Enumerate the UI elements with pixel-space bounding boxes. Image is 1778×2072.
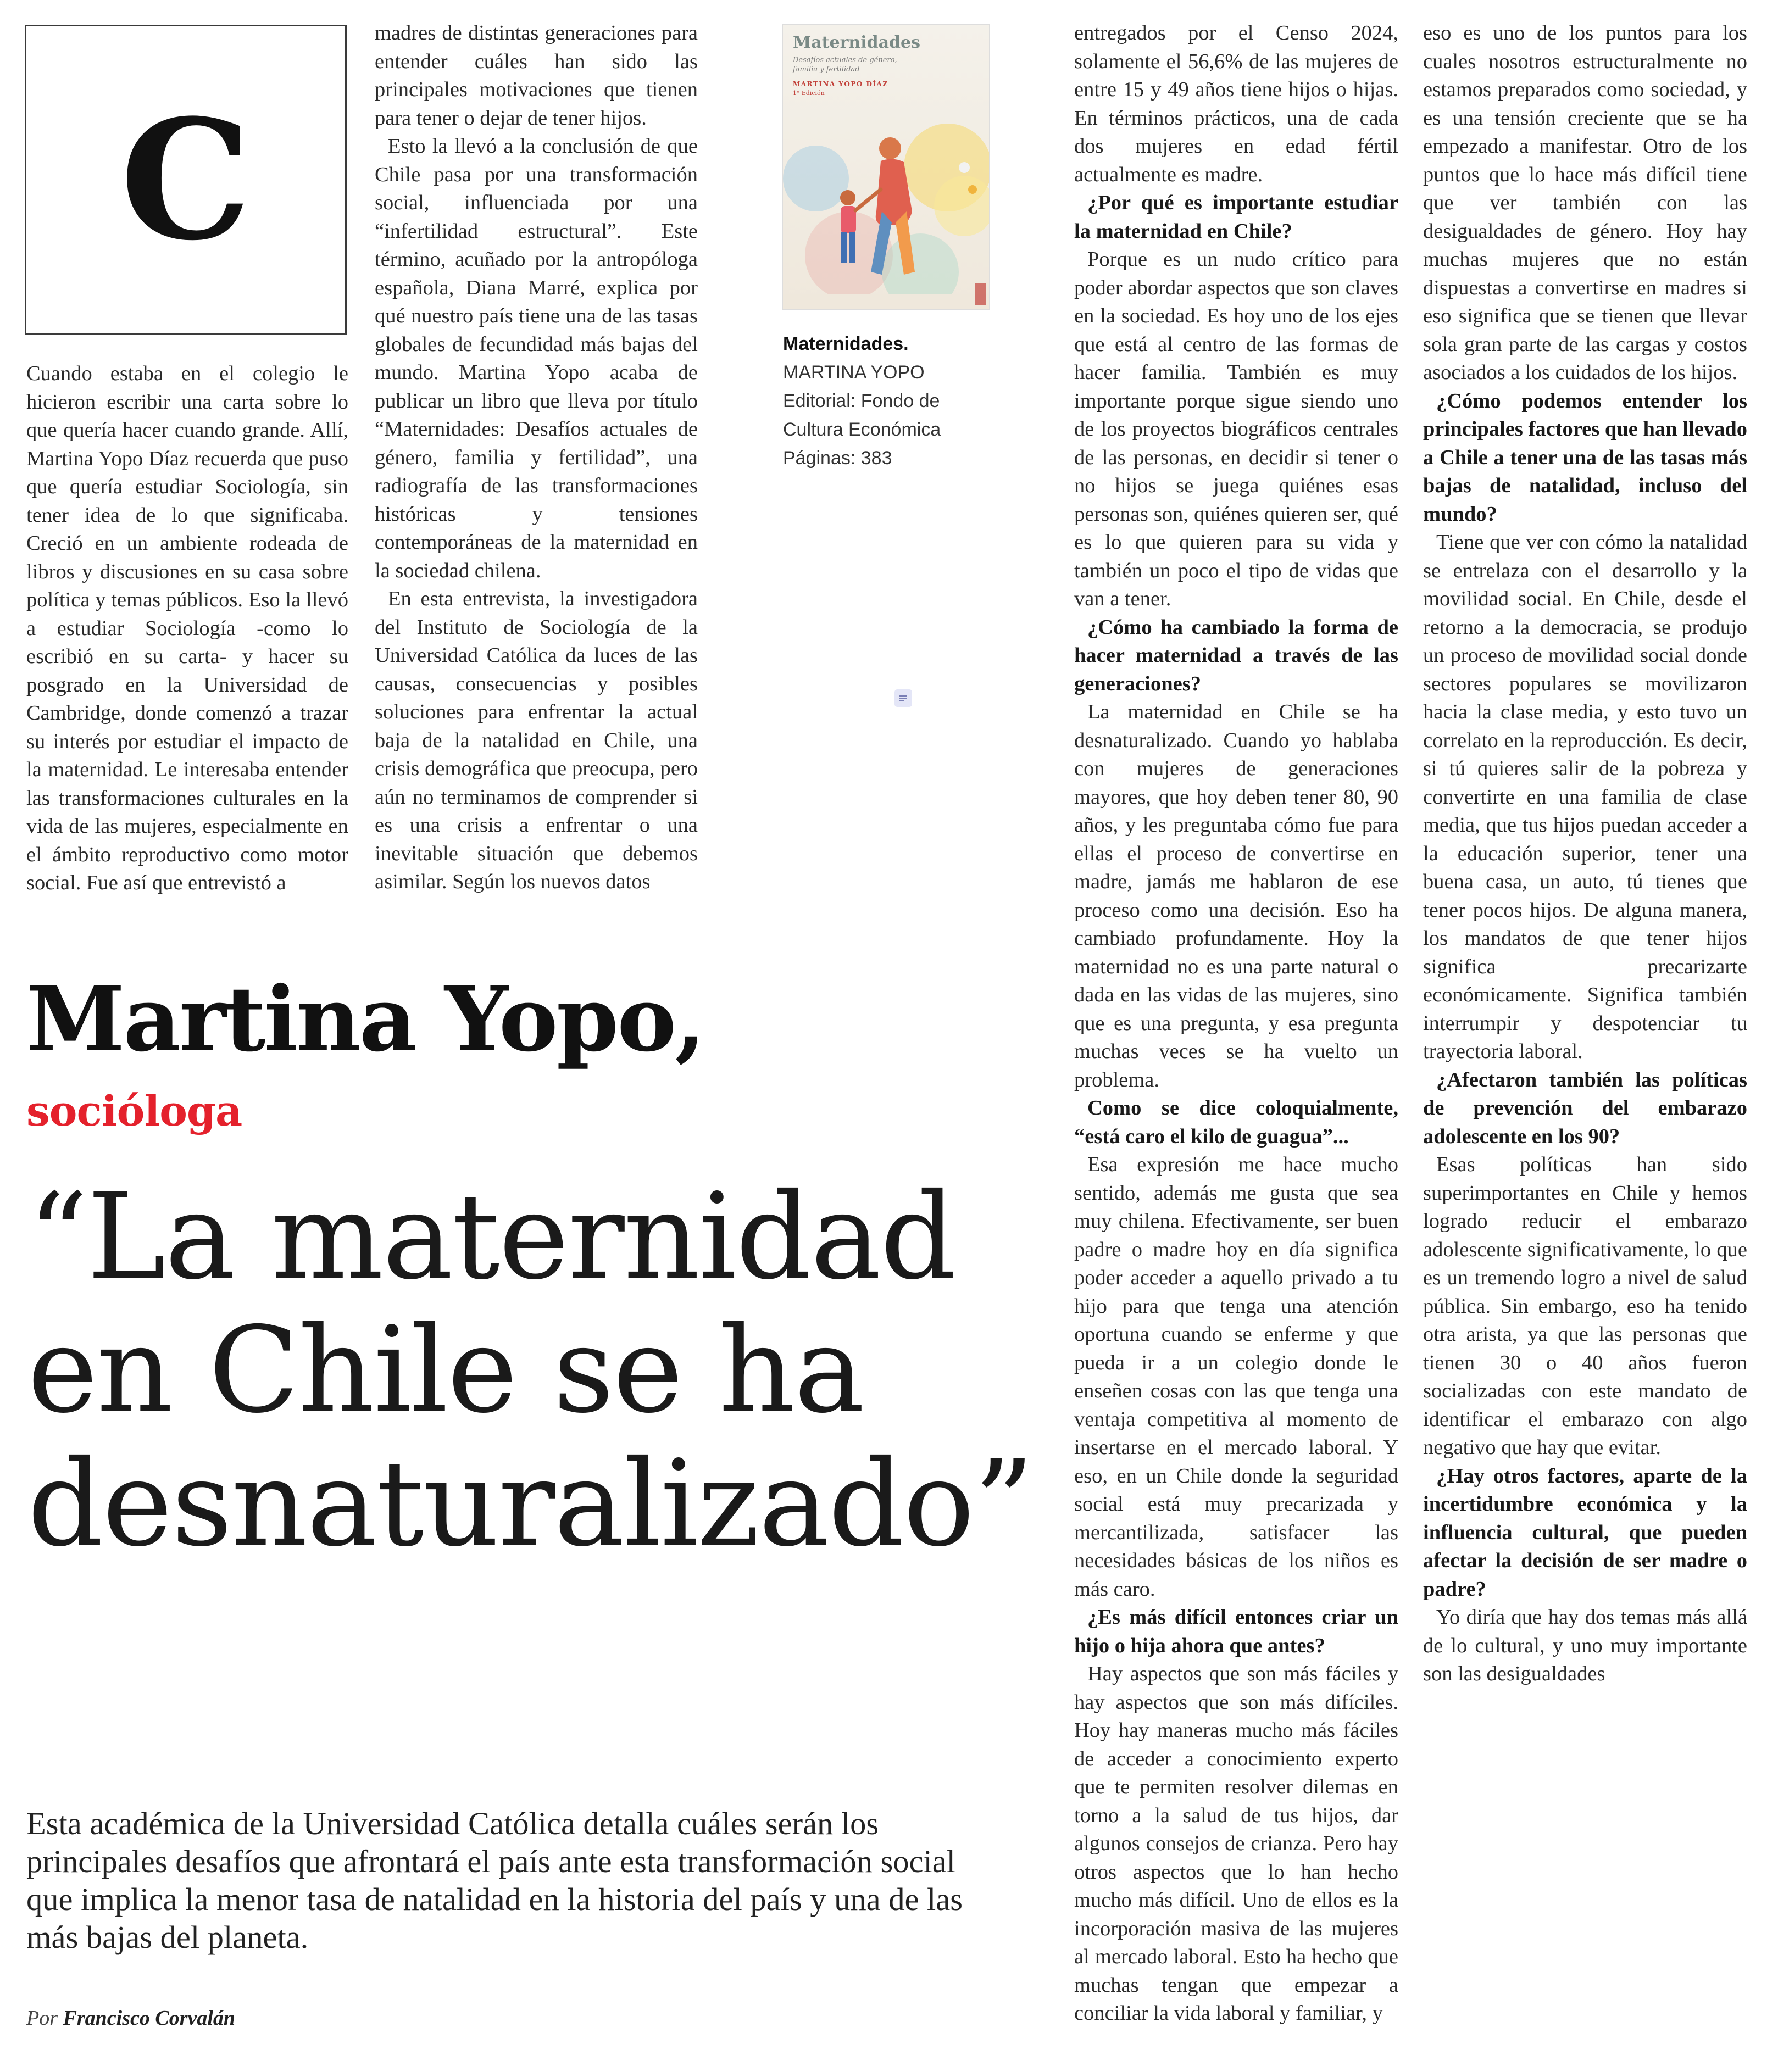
intro-paragraph-3: En esta entrevista, la investigadora del Instituto de Sociología de la Universidad Católica da luces de las causas, consecuencias y posibles soluciones para enfrentar la actual baja de la natalidad en Chile, una crisis demográfica que preocupa, pero aún no terminamos de comprender si es una crisis a enfrentar o una inevitable situación que debemos asimilar. Según los nuevos datos [375, 587, 698, 893]
article-column-3 [1074, 19, 1398, 2052]
note-lines-icon [894, 689, 912, 707]
headline-quote [27, 1168, 1034, 1573]
book-publisher: Editorial: Fondo de Cultura Económica [783, 391, 941, 440]
question-2: ¿Cómo ha cambiado la forma de hacer maternidad a través de las generaciones? [1074, 615, 1398, 695]
answer-6: Esas políticas han sido superimportantes en Chile y hemos logrado reducir el embarazo adolescente significativamente, lo que es un tremendo logro a nivel de salud pública. Sin embargo, eso ha tenido otra arista, ya que las personas que tienen 30 o 40 años fueron socializadas con este mandato de identificar el embarazo con algo negativo que hay que evitar. [1423, 1153, 1747, 1459]
answer-7: Yo diría que hay dos temas más allá de lo cultural, y uno muy importante son las desigualdades [1423, 1606, 1747, 1685]
byline-author: Francisco Corvalán [63, 2007, 236, 2030]
headline-line-1: “La maternidad [27, 1168, 955, 1306]
intro-paragraph-1: Cuando estaba en el colegio le hicieron escribir una carta sobre lo que quería hacer cuando grande. Allí, Martina Yopo Díaz recuerda que puso que quería estudiar Sociología, sin tener idea de lo que significaba. Creció en un ambiente rodeada de libros y discusiones en su casa sobre política y temas públicos. Eso la llevó a estudiar Sociología -como lo escribió en su carta- y hacer su posgrado en la Universidad de Cambridge, donde comenzó a trazar su interés por estudiar el impacto de la maternidad. Le interesaba entender las transformaciones culturales en la vida de las mujeres, especialmente en el ámbito reproductivo como motor social. Fue así que entrevistó a [26, 362, 348, 894]
intro-paragraph-3-continued: entregados por el Censo 2024, solamente el 56,6% de las mujeres de entre 15 y 49 años tiene hijos o hijas. En términos prácticos, una de cada dos mujeres en edad fértil actualmente es madre. [1074, 21, 1398, 186]
dek-summary: Esta académica de la Universidad Católica detalla cuáles serán los principales desafíos que afrontará el país ante esta transformación social que implica la menor tasa de natalidad en la historia del país y una de las más bajas del planeta. [26, 1806, 963, 1955]
note-icon[interactable] [894, 689, 912, 707]
answer-4-continued: eso es uno de los puntos para los cuales nosotros estructuralmente no estamos preparados como sociedad, y es una tensión creciente que se ha empezado a manifestar. Otro de los puntos que lo hace más difícil tiene que ver también con las desigualdades de género. Hoy hay muchas mujeres que no están dispuestas a convertirse en madres si eso significa que se tienen que llevar sola gran parte de las cargas y costos asociados a los cuidados de los hijos. [1423, 21, 1747, 384]
dropcap-box [25, 25, 347, 335]
byline-prefix: Por [26, 2007, 58, 2030]
column-4-flow [1423, 19, 1747, 1689]
answer-3: Esa expresión me hace mucho sentido, además me gusta que sea muy chilena. Efectivamente, ser buen padre o madre hoy en día significa poder acceder a aquello privado a tu hijo para que tenga una atención oportuna cuando se enferme y que pueda ir a un colegio donde le enseñen cosas con las que tenga una ventaja competitiva al momento de insertarse en el mercado laboral. Y eso, en un Chile donde la seguridad social está muy precarizada y mercantilizada, satisfacer las necesidades básicas de los niños es más caro. [1074, 1153, 1398, 1601]
article-column-2 [375, 19, 698, 901]
intro-paragraph-2: Esto la llevó a la conclusión de que Chile pasa por una transformación social, influenciada por una “infertilidad estructural”. Este término, acuñado por la antropóloga española, Diana Marré, explica por qué nuestro país tiene una de las tasas globales de fecundidad más bajas del mundo. Martina Yopo acaba de publicar un libro que lleva por título “Maternidades: Desafíos actuales de género, familia y fertilidad”, una radiografía de las transformaciones históricas y tensiones contemporáneas de la maternidad en la sociedad chilena. [375, 135, 698, 582]
question-7: ¿Hay otros factores, aparte de la incertidumbre económica y la influencia cultural, que pueden afectar la decisión de ser madre o padre? [1423, 1464, 1747, 1601]
column-3-flow [1074, 19, 1398, 2028]
subject-name: Martina Yopo, [26, 967, 704, 1072]
cover-subtitle-2: familia y fertilidad [793, 65, 860, 74]
intro-paragraph-1-continued: madres de distintas generaciones para entender cuáles han sido las principales motivaciones que tienen para tener o dejar de tener hijos. [375, 21, 698, 130]
cover-author: MARTINA YOPO DÍAZ [793, 80, 888, 88]
question-4: ¿Es más difícil entonces criar un hijo o hija ahora que antes? [1074, 1606, 1398, 1657]
headline-line-2: en Chile se ha [27, 1301, 864, 1439]
question-3: Como se dice coloquialmente, “está caro el kilo de guagua”... [1074, 1096, 1398, 1148]
answer-2: La maternidad en Chile se ha desnaturalizado. Cuando yo hablaba con mujeres de generaciones mayores, que hoy deben tener 80, 90 años, y les preguntaba cómo fue para ellas el proceso de convertirse en madre, jamás me hablaron de ese proceso como una decisión. Eso ha cambiado profundamente. Hoy la maternidad no es una parte natural o dada en las vidas de las mujeres, sino que es una pregunta, y esa pregunta muchas veces se ha vuelto un problema. [1074, 700, 1398, 1091]
article-column-4 [1423, 19, 1747, 2052]
headline-line-3: desnaturalizado” [27, 1435, 1034, 1573]
book-cover-image [783, 25, 989, 309]
answer-5: Tiene que ver con cómo la natalidad se entrelaza con el desarrollo y la movilidad social. En Chile, desde el retorno a la democracia, se produjo un proceso de movilidad social donde sectores populares se movilizaron hacia la clase media, y esto tuvo un correlato en la reproducción. Es decir, si tú quieres salir de la pobreza y convertirte en una familia de clase media, que tus hijos puedan acceder a la educación superior, tener una buena casa, un auto, tú tienes que tener pocos hijos. De alguna manera, los mandatos de que tener hijos significa precarizarte económicamente. Significa también interrumpir y despotenciar tu trayectoria laboral. [1423, 531, 1747, 1063]
subject-role: socióloga [26, 1087, 242, 1135]
answer-4: Hay aspectos que son más fáciles y hay aspectos que son más difíciles. Hoy hay maneras mucho más fáciles de acceder a conocimiento experto que te permiten resolver dilemas en torno a la salud de tus hijos, dar algunos consejos de crianza. Pero hay otros aspectos que lo han hecho mucho más difícil. Uno de ellos es la incorporación masiva de las mujeres al mercado laboral. Esto ha hecho que muchas tengan que empezar a conciliar la vida laboral y familiar, y [1074, 1662, 1398, 2025]
answer-1: Porque es un nudo crítico para poder abordar aspectos que son claves en la sociedad. Es hoy uno de los ejes que está al centro de las formas de hacer familia. También es muy importante porque sigue siendo uno de los proyectos biográficos centrales de las personas, en decidir si tener o no hijos se juega quiénes esas personas son, quiénes quieren ser, qué es lo que quieren para su vida y también un poco el tipo de vidas que van a tener. [1074, 248, 1398, 610]
book-author: MARTINA YOPO [783, 362, 925, 383]
book-title: Maternidades. [783, 333, 909, 354]
question-1: ¿Por qué es importante estudiar la maternidad en Chile? [1074, 191, 1398, 243]
byline [26, 2006, 235, 2030]
cover-edition: 1ª Edición [793, 90, 825, 97]
cover-title: Maternidades [793, 33, 920, 52]
question-5: ¿Cómo podemos entender los principales factores que han llevado a Chile a tener una de las tasas más bajas de natalidad, incluso del mundo? [1423, 389, 1747, 526]
article-column-1 [26, 360, 348, 901]
cover-subtitle-1: Desafíos actuales de género, [793, 56, 897, 64]
dropcap-letter: C [120, 82, 252, 277]
question-6: ¿Afectaron también las políticas de prevención del embarazo adolescente en los 90? [1423, 1068, 1747, 1148]
column-2-flow [375, 19, 698, 896]
book-info [783, 330, 1003, 472]
book-pages: Páginas: 383 [783, 448, 892, 469]
